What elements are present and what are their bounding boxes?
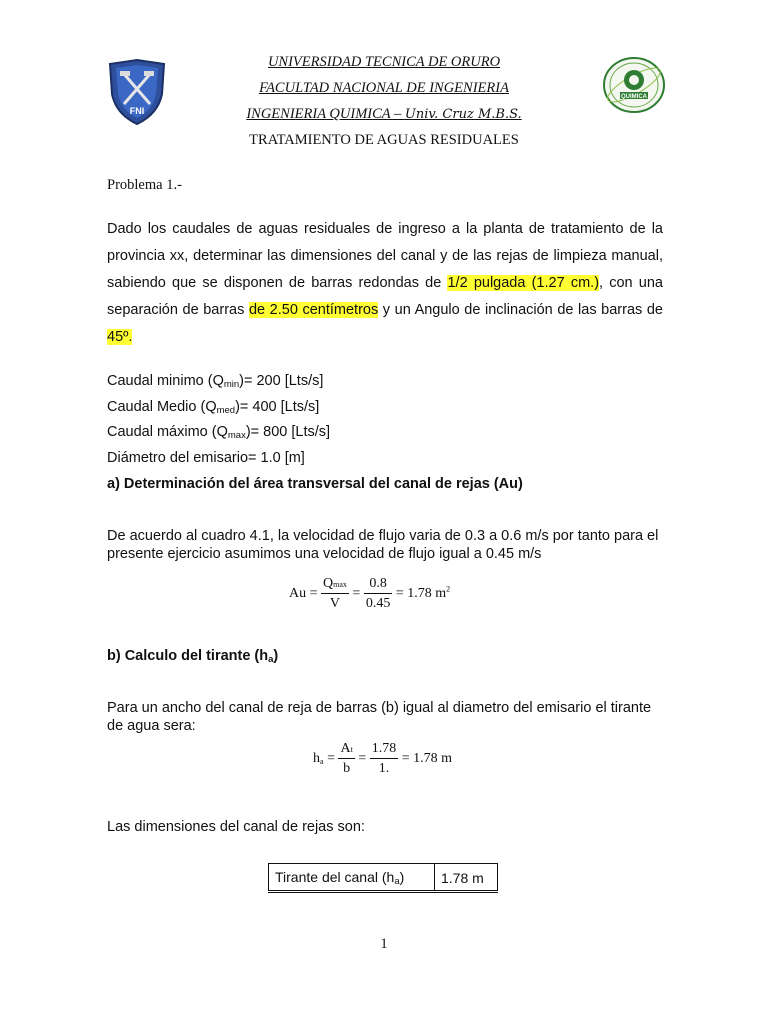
statement-part-3: y un Angulo de inclinación de las barras de (378, 302, 663, 318)
header-author: Univ. Cruz M.B.S. (404, 107, 522, 122)
page-number: 1 (380, 936, 388, 952)
dimensions-table (268, 863, 498, 893)
highlight-angle: 45º. (107, 329, 133, 345)
highlight-bar-diameter: 1/2 pulgada (1.27 cm.) (447, 275, 600, 291)
quimica-logo-text: QUIMICA (621, 94, 647, 100)
section-b-heading: b) Calculo del tirante $(h_a)$ (107, 648, 279, 665)
statement-part-2: , con una separación de barras (107, 275, 663, 318)
header-faculty: FACULTAD NACIONAL DE INGENIERIA (259, 80, 509, 96)
statement-part-1: Dado los caudales de aguas residuales de ingreso a la planta de tratamiento de la provincia xx, determinar las dimensiones del canal y de las rejas de limpieza manual, sabiendo que se disponen de barras redondas de (107, 221, 663, 291)
header-university: UNIVERSIDAD TECNICA DE ORURO (267, 54, 501, 70)
table-cell-label: Tirante del canal $(h_a)$ (269, 864, 435, 892)
header-department-name: INGENIERIA QUIMICA – (246, 106, 405, 122)
problem-statement (107, 216, 663, 351)
problem-title: Problema 1.- (107, 177, 182, 193)
flow-min: Caudal minimo $(Q_{min})= 200$ [Lts/s] (107, 373, 324, 390)
emissary-diameter: Diámetro del emisario= 1.0 [m] (107, 450, 305, 466)
equation-area: Au = $\frac{Qmax}{V}$ = $\frac{0.8}{0.45}$ = 1.78 $m^2$ (289, 576, 451, 611)
table-row (269, 864, 498, 892)
section-a-text: De acuerdo al cuadro 4.1, la velocidad de flujo varia de 0.3 a 0.6 m/s por tanto para el presente ejercicio asumimos una velocidad de flujo igual a 0.45 m/s (107, 528, 659, 562)
header-course: TRATAMIENTO DE AGUAS RESIDUALES (249, 132, 519, 148)
fni-logo-text: FNI (129, 106, 145, 116)
section-b-text: Para un ancho del canal de reja de barras (b) igual al diametro del emisario el tirante de agua sera: (107, 700, 652, 734)
equation-depth: $h_a$ = $\frac{At}{b}$ = $\frac{1.78}{1.}$ = 1.78 m (313, 741, 453, 776)
highlight-bar-spacing: de 2.50 centímetros (248, 302, 379, 318)
flow-med: Caudal Medio $(Q_{med})= 400$ [Lts/s] (107, 399, 320, 416)
flow-max: Caudal máximo $(Q_{max})= 800$ [Lts/s] (107, 424, 331, 441)
section-a-heading: a) Determinación del área transversal del canal de rejas (Au) (107, 476, 523, 492)
header-department (0, 106, 768, 123)
dimensions-label: Las dimensiones del canal de rejas son: (107, 819, 365, 835)
table-cell-value: 1.78 m (435, 864, 498, 892)
